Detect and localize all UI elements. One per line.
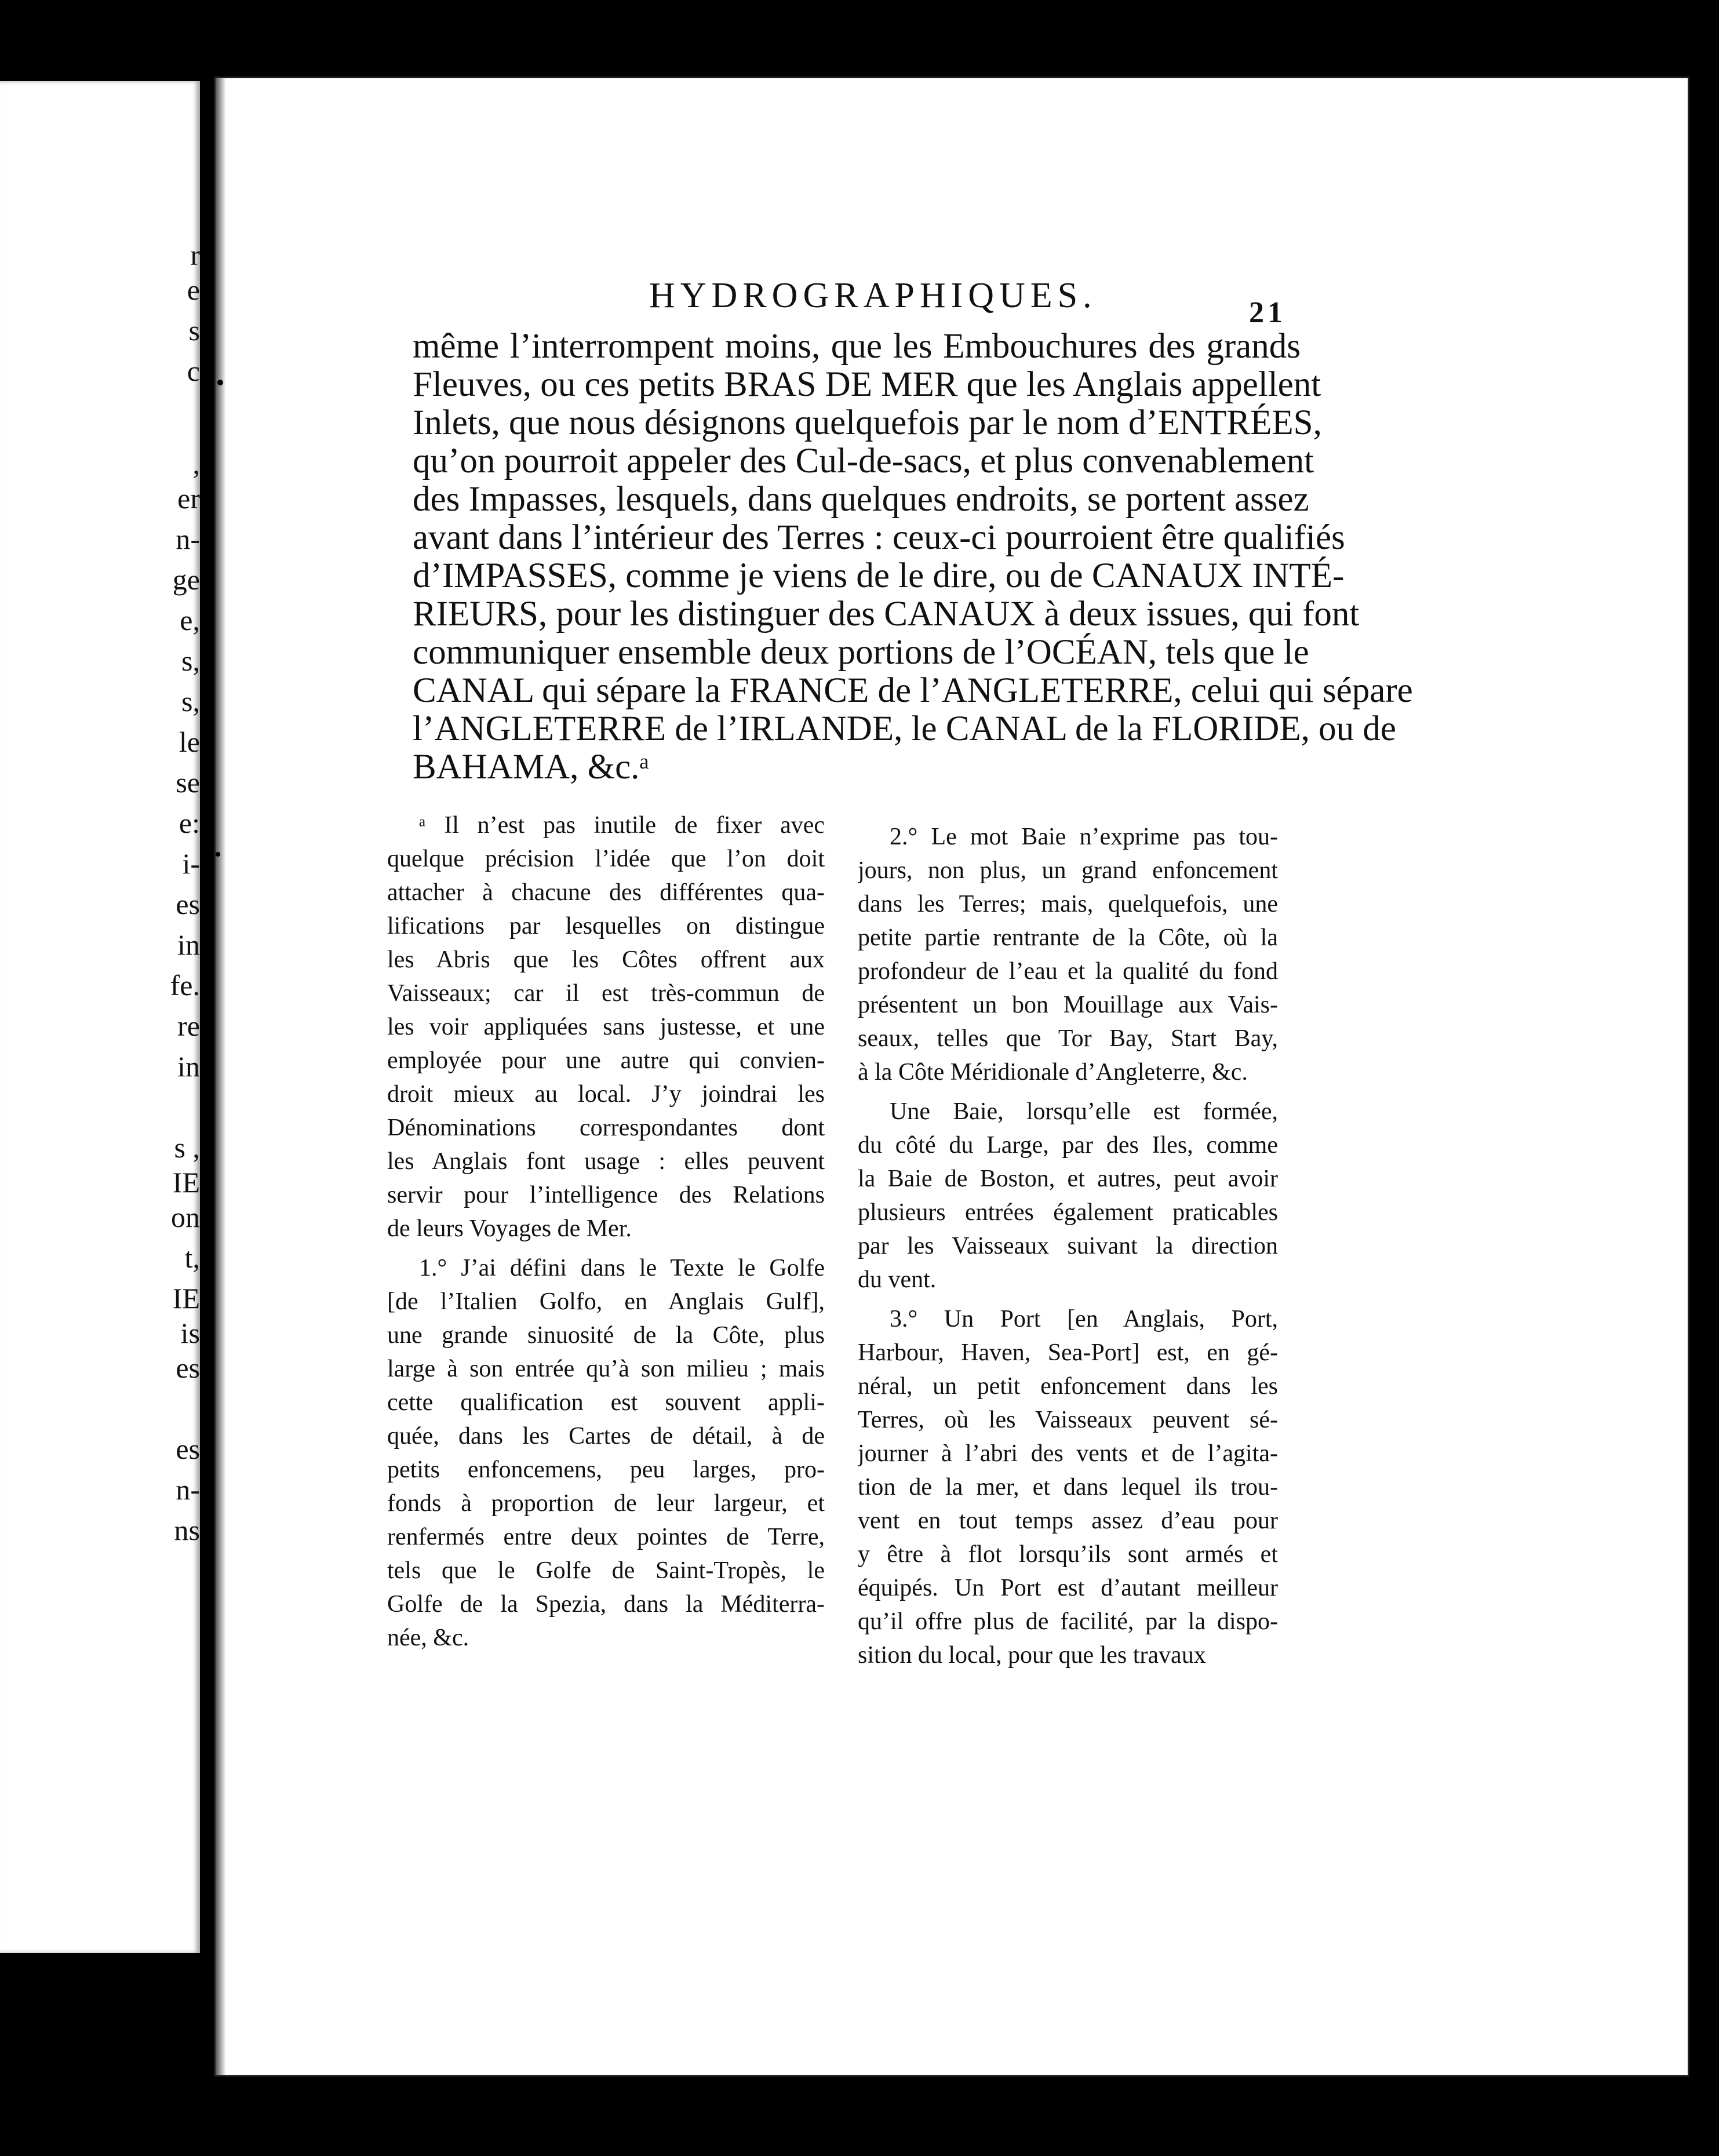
footnote-line: fonds à proportion de leur largeur, et (387, 1490, 825, 1517)
previous-page-fragment: ns (174, 1514, 200, 1546)
previous-page-edge (0, 81, 200, 1953)
speck (217, 380, 223, 385)
footnote-line: née, &c. (387, 1625, 469, 1651)
footnote-line: quée, dans les Cartes de détail, à de (387, 1423, 825, 1450)
footnote-line: quelque précision l’idée que l’on doit (387, 846, 825, 872)
footnote-line: profondeur de l’eau et la qualité du fond (858, 958, 1278, 985)
footnote-line: à la Côte Méridionale d’Angleterre, &c. (858, 1059, 1248, 1086)
previous-page-fragment: c (187, 355, 200, 387)
running-head: HYDROGRAPHIQUES. (649, 276, 1097, 315)
previous-page-fragment: on (171, 1201, 200, 1233)
footnote-line: du vent. (858, 1266, 937, 1293)
body-line: avant dans l’intérieur des Terres : ceux-ci pourroient être qualifiés (413, 518, 1345, 557)
previous-page-fragment: , (192, 447, 200, 480)
previous-page-fragment: is (180, 1317, 200, 1349)
footnote-line: Vaisseaux; car il est très-commun de (387, 980, 825, 1007)
previous-page-fragment: r (190, 239, 200, 271)
footnote-line: les voir appliquées sans justesse, et une (387, 1014, 825, 1040)
footnote-line: par les Vaisseaux suivant la direction (858, 1233, 1278, 1259)
previous-page-fragment: e: (179, 807, 200, 839)
footnote-line: Golfe de la Spezia, dans la Méditerra- (387, 1591, 825, 1618)
previous-page-fragment: in (177, 1050, 200, 1083)
previous-page-fragment: er (177, 482, 200, 515)
footnote-line: journer à l’abri des vents et de l’agita- (858, 1440, 1278, 1467)
previous-page-text-fragments (0, 81, 200, 1953)
footnote-line: seaux, telles que Tor Bay, Start Bay, (858, 1025, 1278, 1052)
footnote-line: 1.° J’ai défini dans le Texte le Golfe (419, 1255, 825, 1281)
footnote-line: 3.° Un Port [en Anglais, Port, (890, 1306, 1278, 1332)
previous-page-fragment: in (177, 928, 200, 961)
footnote-line: sition du local, pour que les travaux (858, 1642, 1206, 1669)
previous-page-fragment: s, (181, 685, 200, 718)
body-line: CANAL qui sépare la FRANCE de l’ANGLETERRE, celui qui sépare (413, 671, 1413, 710)
footnote-line: cette qualification est souvent appli- (387, 1389, 825, 1416)
previous-page-fragment: e, (180, 604, 200, 636)
body-line: BAHAMA, &c.ᵃ (413, 748, 650, 786)
footnote-line: tels que le Golfe de Saint-Tropès, le (387, 1557, 825, 1584)
previous-page-fragment: t, (184, 1241, 200, 1274)
body-line: Fleuves, ou ces petits BRAS DE MER que les Anglais appellent (413, 365, 1321, 404)
previous-page-fragment: es (176, 1433, 200, 1465)
footnote-line: plusieurs entrées également praticables (858, 1199, 1278, 1226)
previous-page-fragment: ge (172, 563, 200, 596)
footnote-line: ᵃ Il n’est pas inutile de fixer avec (419, 812, 825, 839)
footnote-line: y être à flot lorsqu’ils sont armés et (858, 1541, 1278, 1568)
body-line: même l’interrompent moins, que les Embouchures des grands (413, 327, 1301, 366)
footnote-left-column (387, 808, 825, 1655)
previous-page-fragment: se (176, 766, 200, 799)
previous-page-fragment: IE (172, 1282, 200, 1314)
body-line: RIEURS, pour les distinguer des CANAUX à deux issues, qui font (413, 595, 1360, 633)
previous-page-fragment: s, (181, 644, 200, 677)
footnote-line: lifications par lesquelles on distingue (387, 913, 825, 939)
footnote-line: vent en tout temps assez d’eau pour (858, 1507, 1278, 1534)
footnote-line: attacher à chacune des différentes qua- (387, 879, 825, 906)
previous-page-fragment: IE (172, 1166, 200, 1199)
previous-page-fragment: le (179, 726, 200, 758)
speck (216, 852, 220, 857)
footnote-line: Une Baie, lorsqu’elle est formée, (890, 1098, 1278, 1125)
footnote-line: petits enfoncemens, peu larges, pro- (387, 1456, 825, 1483)
footnote-line: renfermés entre deux pointes de Terre, (387, 1524, 825, 1550)
footnote-line: les Anglais font usage : elles peuvent (387, 1148, 825, 1175)
footnote-line: dans les Terres; mais, quelquefois, une (858, 891, 1278, 917)
footnote-line: Dénominations correspondantes dont (387, 1115, 825, 1141)
footnote-line: les Abris que les Côtes offrent aux (387, 946, 825, 973)
main-paragraph (413, 327, 1413, 786)
footnote-line: large à son entrée qu’à son milieu ; mais (387, 1356, 825, 1382)
page-gutter-shadow (216, 78, 226, 2075)
footnote-line: petite partie rentrante de la Côte, où la (858, 924, 1278, 951)
footnote-line: présentent un bon Mouillage aux Vais- (858, 992, 1278, 1018)
body-line: Inlets, que nous désignons quelquefois par le nom d’ENTRÉES, (413, 403, 1322, 442)
page-number: 21 (1249, 296, 1286, 329)
footnote-line: une grande sinuosité de la Côte, plus (387, 1322, 825, 1349)
footnote-line: tion de la mer, et dans lequel ils trou- (858, 1474, 1278, 1501)
footnote-line: de leurs Voyages de Mer. (387, 1215, 632, 1242)
footnote-line: [de l’Italien Golfo, en Anglais Gulf], (387, 1288, 825, 1315)
footnote-line: qu’il offre plus de facilité, par la dispo- (858, 1608, 1278, 1635)
body-line: communiquer ensemble deux portions de l’OCÉAN, tels que le (413, 633, 1309, 672)
footnote-line: jours, non plus, un grand enfoncement (858, 857, 1278, 884)
footnote-line: la Baie de Boston, et autres, peut avoir (858, 1166, 1278, 1192)
footnote-line: employée pour une autre qui convien- (387, 1047, 825, 1074)
previous-page-fragment: n- (176, 523, 200, 555)
footnote-line: servir pour l’intelligence des Relations (387, 1182, 825, 1208)
footnote-line: équipés. Un Port est d’autant meilleur (858, 1575, 1278, 1601)
footnote-right-column (858, 820, 1278, 1672)
previous-page-fragment: i- (182, 847, 200, 880)
footnote-line: du côté du Large, par des Iles, comme (858, 1132, 1278, 1159)
footnote-line: néral, un petit enfoncement dans les (858, 1373, 1278, 1400)
body-line: d’IMPASSES, comme je viens de le dire, ou de CANAUX INTÉ- (413, 556, 1345, 595)
previous-page-fragment: fe. (170, 969, 200, 1001)
footnote-line: Harbour, Haven, Sea-Port] est, en gé- (858, 1339, 1278, 1366)
previous-page-fragment: es (176, 888, 200, 920)
previous-page-fragment: s , (174, 1131, 200, 1164)
footnote-line: 2.° Le mot Baie n’exprime pas tou- (890, 824, 1278, 850)
previous-page-fragment: re (177, 1010, 200, 1042)
previous-page-fragment: s (188, 314, 200, 347)
previous-page-fragment: e (187, 274, 200, 306)
footnote-line: Terres, où les Vaisseaux peuvent sé- (858, 1407, 1278, 1433)
previous-page-fragment: n- (176, 1473, 200, 1506)
body-line: l’ANGLETERRE de l’IRLANDE, le CANAL de la FLORIDE, ou de (413, 709, 1396, 748)
previous-page-fragment: es (176, 1352, 200, 1384)
body-line: qu’on pourroit appeler des Cul-de-sacs, et plus convenablement (413, 442, 1314, 480)
body-line: des Impasses, lesquels, dans quelques endroits, se portent assez (413, 480, 1309, 519)
footnote-line: droit mieux au local. J’y joindrai les (387, 1081, 825, 1108)
